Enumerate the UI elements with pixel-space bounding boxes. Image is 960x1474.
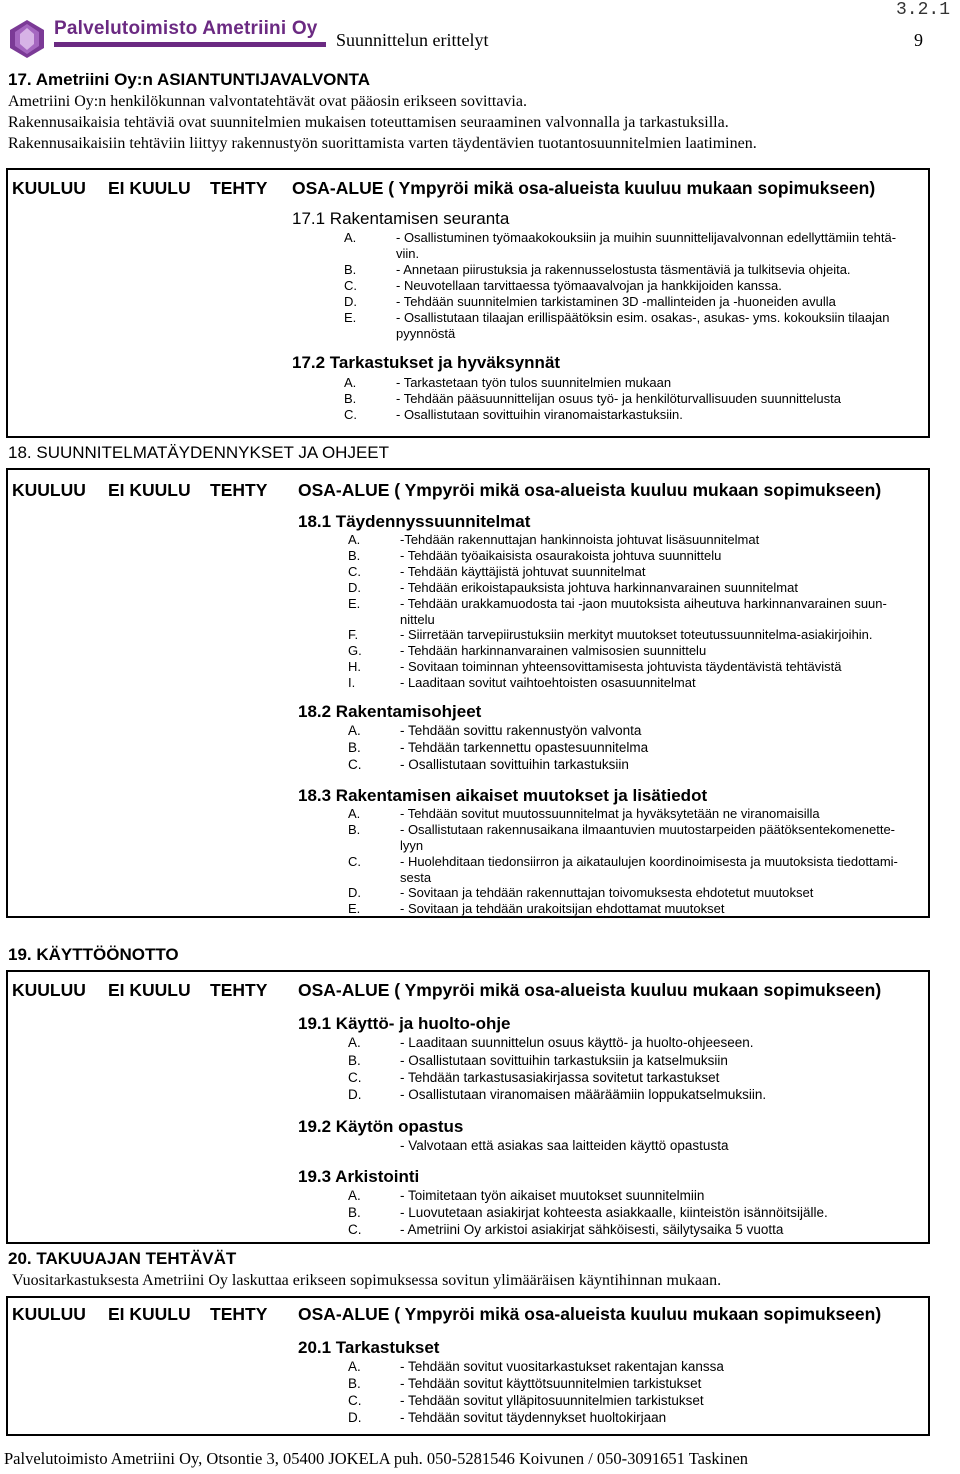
sub-18-3-title: 18.3 Rakentamisen aikaiset muutokset ja lisätiedot [298,786,708,805]
sub-20-1-title: 20.1 Tarkastukset [298,1338,440,1357]
version-number: 3.2.1 [896,0,951,20]
section-18-table: KUULUU EI KUULU TEHTY OSA-ALUE ( Ympyröi mikä osa-alueista kuuluu mukaan sopimukseen) 18.1 Täydennyssuunnitelmat A. -Tehdään rakennuttajan hankinnoista johtuvat lisäsuunnitelmat B. - Tehdään työaikaisista osaurakoista johtuva suunnittelu C. - Tehdään käyttäjistä johtuvat suunnitelmat D. - Tehdään erikoistapauksista johtuva harkinnanvarainen suunnitelmat E. - Tehdään urakkamuodosta tai -jaon muutoksista aiheutuva harkinnanvarainen suun- nittelu F. - Siirretään tarvepiirustuksiin merkityt muutokset toteutussuunnitelma-asiakirjoihin. G. - Tehdään harkinnanvarainen valmisosien suunnittelu H. - Sovitaan toiminnan yhteensovittamisesta johtuvista täydentävistä tehtävistä I. - Laaditaan sovitut vaihtoehtoisten osasuunnitelmat 18.2 Rakentamisohjeet A. - Tehdään sovittu rakennustyön valvonta B. - Tehdään tarkennettu opastesuunnitelma C. - Osallistutaan sovittuihin tarkastuksiin 18.3 Rakentamisen aikaiset muutokset ja lisätiedot A. - Tehdään sovitut muutossuunnitelmat ja hyväksytetään ne viranomaisilla B. - Osallistutaan rakennusaikana ilmaantuvien muutostarpeiden päätöksentekomenette- lyyn C. - Huolehditaan tiedonsiirron ja aikataulujen koordinoimisesta ja muutoksista tiedottami- sesta D. - Sovitaan ja tehdään rakennuttajan toivomuksesta ehdotetut muutokset E. - Sovitaan ja tehdään urakoitsijan ehdottamat muutokset [6,468,930,918]
section-17-title: 17. Ametriini Oy:n ASIANTUNTIJAVALVONTA [8,70,371,89]
sub-19-1-title: 19.1 Käyttö- ja huolto-ohje [298,1014,511,1033]
col-tehty: TEHTY [210,1304,268,1324]
section-17-intro-2: Rakennusaikaisia tehtäviä ovat suunnitelmien mukaisen toteuttamisen seuraaminen valvonnalla ja tarkastuksilla. [8,114,729,131]
page-number: 9 [914,30,923,50]
col-osa-alue: OSA-ALUE ( Ympyröi mikä osa-alueista kuuluu mukaan sopimukseen) [298,1304,882,1324]
section-17-intro-1: Ametriini Oy:n henkilökunnan valvontatehtävät ovat pääosin erikseen sovittavia. [8,93,527,110]
sub-19-2-title: 19.2 Käytön opastus [298,1117,464,1136]
col-osa-alue: OSA-ALUE ( Ympyröi mikä osa-alueista kuuluu mukaan sopimukseen) [292,178,876,198]
section-20-intro: Vuositarkastuksesta Ametriini Oy laskuttaa erikseen sopimuksessa sovitun ylimääräisen käyntihinnan mukaan. [12,1272,722,1289]
logo-underline [54,42,326,47]
col-osa-alue: OSA-ALUE ( Ympyröi mikä osa-alueista kuuluu mukaan sopimukseen) [298,480,882,500]
section-19-title: 19. KÄYTTÖÖNOTTO [8,945,179,964]
sub-18-2-title: 18.2 Rakentamisohjeet [298,702,482,721]
sub-17-2-title: 17.2 Tarkastukset ja hyväksynnät [292,353,561,372]
logo-text: Palvelutoimisto Ametriini Oy [54,18,318,39]
col-osa-alue: OSA-ALUE ( Ympyröi mikä osa-alueista kuuluu mukaan sopimukseen) [298,980,882,1000]
sub-18-1-title: 18.1 Täydennyssuunnitelmat [298,512,531,531]
col-ei-kuulu: EI KUULU [108,178,191,198]
doc-title: Suunnittelun erittelyt [336,30,489,50]
section-18-title: 18. SUUNNITELMATÄYDENNYKSET JA OHJEET [8,443,390,462]
col-tehty: TEHTY [210,980,268,1000]
col-kuuluu: KUULUU [12,178,86,198]
section-20-table: KUULUU EI KUULU TEHTY OSA-ALUE ( Ympyröi mikä osa-alueista kuuluu mukaan sopimukseen) 20.1 Tarkastukset A. - Tehdään sovitut vuositarkastukset rakentajan kanssa B. - Tehdään sovitut käyttötsuunnitelmien tarkistukset C. - Tehdään sovitut ylläpitosuunnitelmien tarkistukset D. - Tehdään sovitut täydennykset huoltokirjaan [6,1296,930,1436]
col-tehty: TEHTY [210,178,268,198]
sub-17-1-title: 17.1 Rakentamisen seuranta [292,209,510,228]
col-ei-kuulu: EI KUULU [108,980,191,1000]
col-ei-kuulu: EI KUULU [108,480,191,500]
sub-19-3-title: 19.3 Arkistointi [298,1167,420,1186]
col-kuuluu: KUULUU [12,980,86,1000]
col-ei-kuulu: EI KUULU [108,1304,191,1324]
col-tehty: TEHTY [210,480,268,500]
section-17-intro-3: Rakennusaikaisiin tehtäviin liittyy rakennustyön suorittamista varten täydentävien tuotantosuunnitelmien laatiminen. [8,135,757,152]
section-17-table: KUULUU EI KUULU TEHTY OSA-ALUE ( Ympyröi mikä osa-alueista kuuluu mukaan sopimukseen) 17.1 Rakentamisen seuranta A. - Osallistuminen työmaakokouksiin ja muihin suunnittelijavalvonnan edellyttämiin tehtä- viin. B. - Annetaan piirustuksia ja rakennusselostusta täsmentäviä ja tulkitsevia ohjeita. C. - Neuvotellaan tarvittaessa työmaavalvojan ja hankkijoiden kanssa. D. - Tehdään suunnitelmien tarkistaminen 3D -mallinteiden ja -huoneiden avulla E. - Osallistutaan tilaajan erillispäätöksin esim. osakas-, asukas- yms. kokouksiin tilaajan pyynnöstä 17.2 Tarkastukset ja hyväksynnät A. - Tarkastetaan työn tulos suunnitelmien mukaan B. - Tehdään pääsuunnittelijan osuus työ- ja henkilöturvallisuuden suunnittelusta C. - Osallistutaan sovittuihin viranomaistarkastuksiin. [6,168,930,438]
section-20-title: 20. TAKUUAJAN TEHTÄVÄT [8,1249,237,1268]
section-19-table: KUULUU EI KUULU TEHTY OSA-ALUE ( Ympyröi mikä osa-alueista kuuluu mukaan sopimukseen) 19.1 Käyttö- ja huolto-ohje A. - Laaditaan suunnittelun osuus käyttö- ja huolto-ohjeeseen. B. - Osallistutaan sovittuihin tarkastuksiin ja katselmuksiin C. - Tehdään tarkastusasiakirjassa sovitetut tarkastukset D. - Osallistutaan viranomaisen määräämiin loppukatselmuksiin. 19.2 Käytön opastus - Valvotaan että asiakas saa laitteiden käyttö opastusta 19.3 Arkistointi A. - Toimitetaan työn aikaiset muutokset suunnitelmiin B. - Luovutetaan asiakirjat kohteesta asiakkaalle, kiinteistön isännöitsijälle. C. - Ametriini Oy arkistoi asiakirjat sähköisesti, säilytysaika 5 vuotta [6,970,930,1244]
col-kuuluu: KUULUU [12,1304,86,1324]
col-kuuluu: KUULUU [12,480,86,500]
gem-logo-icon [6,18,48,60]
page-footer: Palvelutoimisto Ametriini Oy, Otsontie 3, 05400 JOKELA puh. 050-5281546 Koivunen / 050-3091651 Taskinen [4,1449,749,1468]
